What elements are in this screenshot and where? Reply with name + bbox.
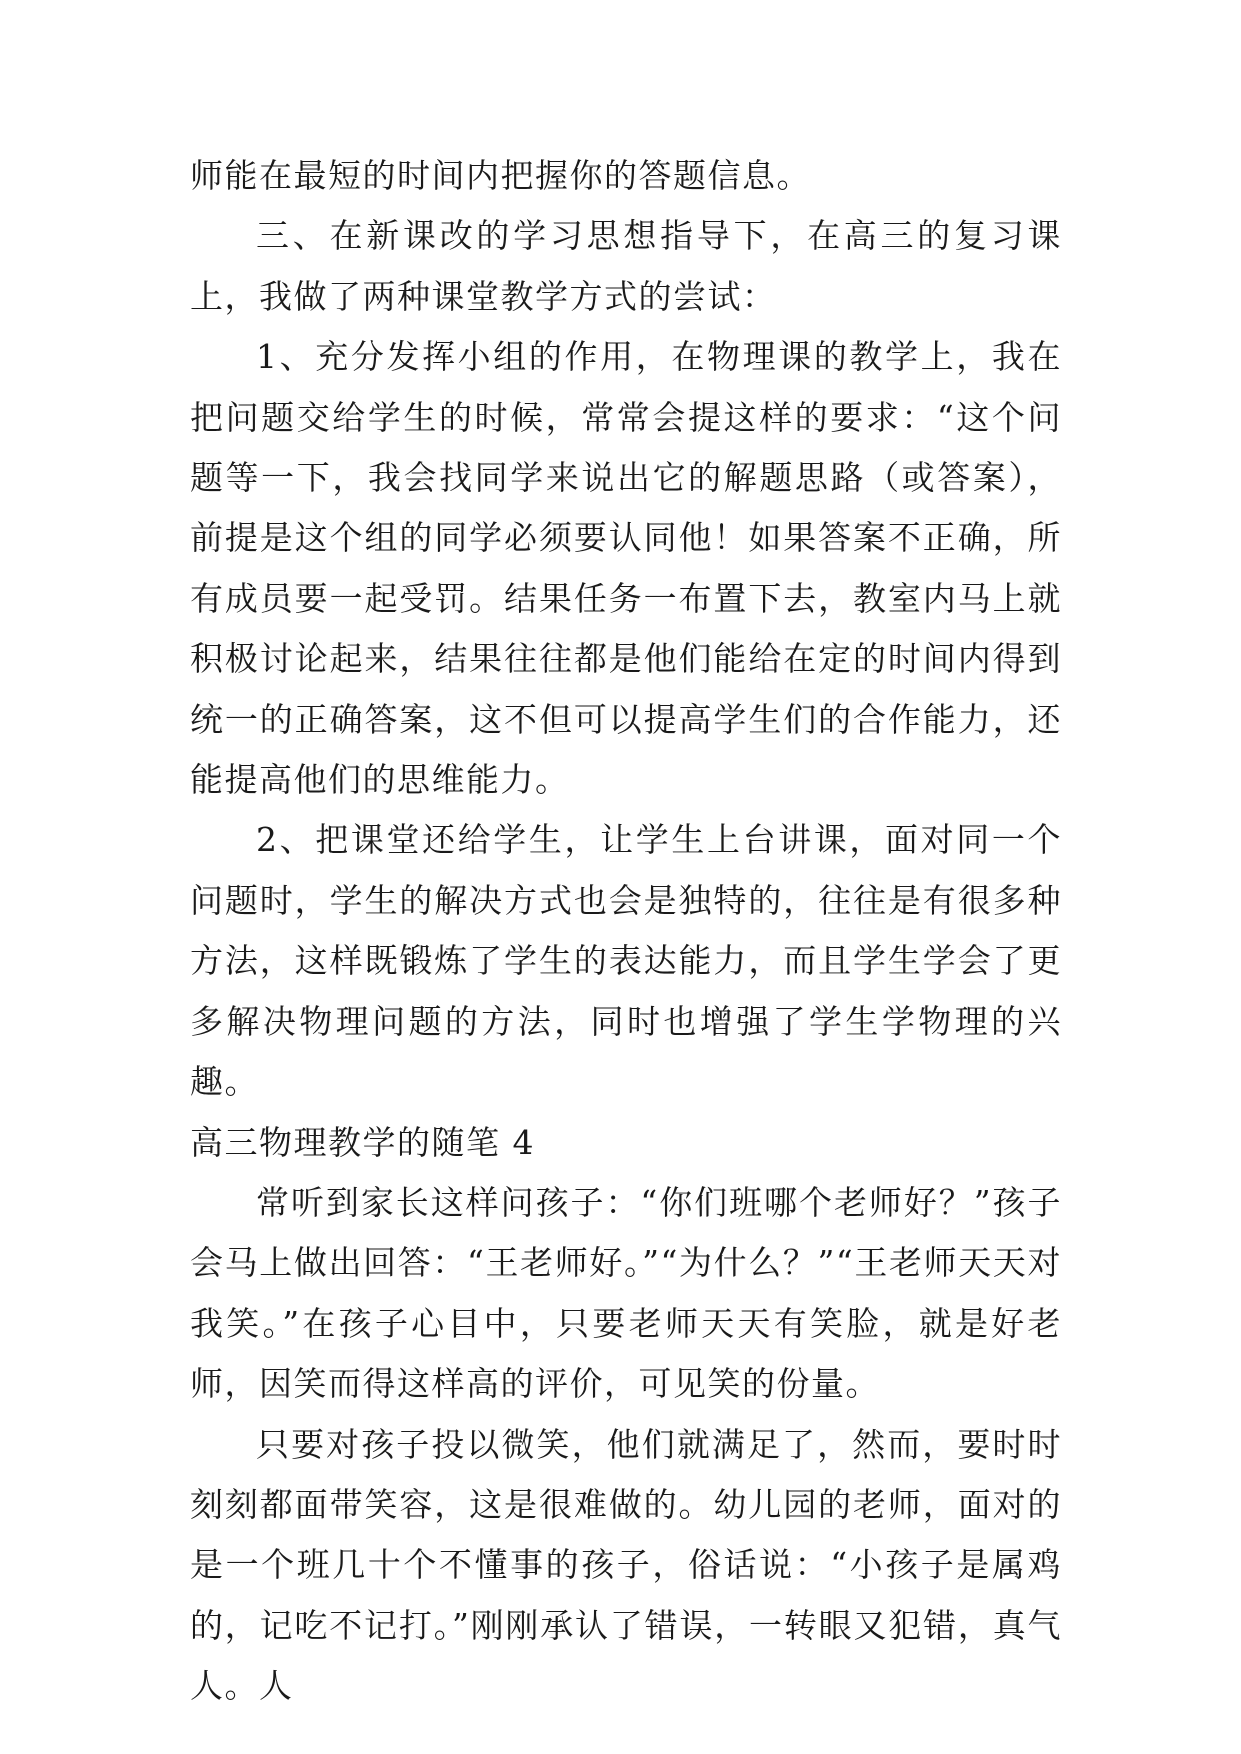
section-heading: 高三物理教学的随笔 4 — [190, 1122, 535, 1162]
paragraph-smile: 只要对孩子投以微笑，他们就满足了，然而，要时时刻刻都面带笑容，这是很难做的。幼儿园的老师，面对的是一个班几十个不懂事的孩子，俗话说：“小孩子是属鸡的，记吃不记打。”刚刚承认了错误，一转眼又犯错，真气人。人 — [190, 1424, 1062, 1706]
paragraph-item-two: 2、把课堂还给学生，让学生上台讲课，面对同一个问题时，学生的解决方式也会是独特的，往往是有很多种方法，这样既锻炼了学生的表达能力，而且学生学会了更多解决物理问题的方法，同时也增强了学生学物理的兴趣。 — [190, 820, 1062, 1102]
paragraph-item-one: 1、充分发挥小组的作用，在物理课的教学上，我在把问题交给学生的时候，常常会提这样的要求：“这个问题等一下，我会找同学来说出它的解题思路（或答案），前提是这个组的同学必须要认同他！如果答案不正确，所有成员要一起受罚。结果任务一布置下去，教室内马上就积极讨论起来，结果往往都是他们能给在定的时间内得到统一的正确答案，这不但可以提高学生们的合作能力，还能提高他们的思维能力。 — [190, 337, 1062, 800]
paragraph-continuation: 师能在最短的时间内把握你的答题信息。 — [190, 156, 811, 195]
paragraph-section-three: 三、在新课改的学习思想指导下，在高三的复习课上，我做了两种课堂教学方式的尝试： — [190, 216, 1062, 316]
document-body — [190, 146, 1062, 1717]
paragraph-parents-question: 常听到家长这样问孩子：“你们班哪个老师好？”孩子会马上做出回答：“王老师好。”“为什么？”“王老师天天对我笑。”在孩子心目中，只要老师天天有笑脸，就是好老师，因笑而得这样高的评价，可见笑的份量。 — [190, 1182, 1062, 1404]
